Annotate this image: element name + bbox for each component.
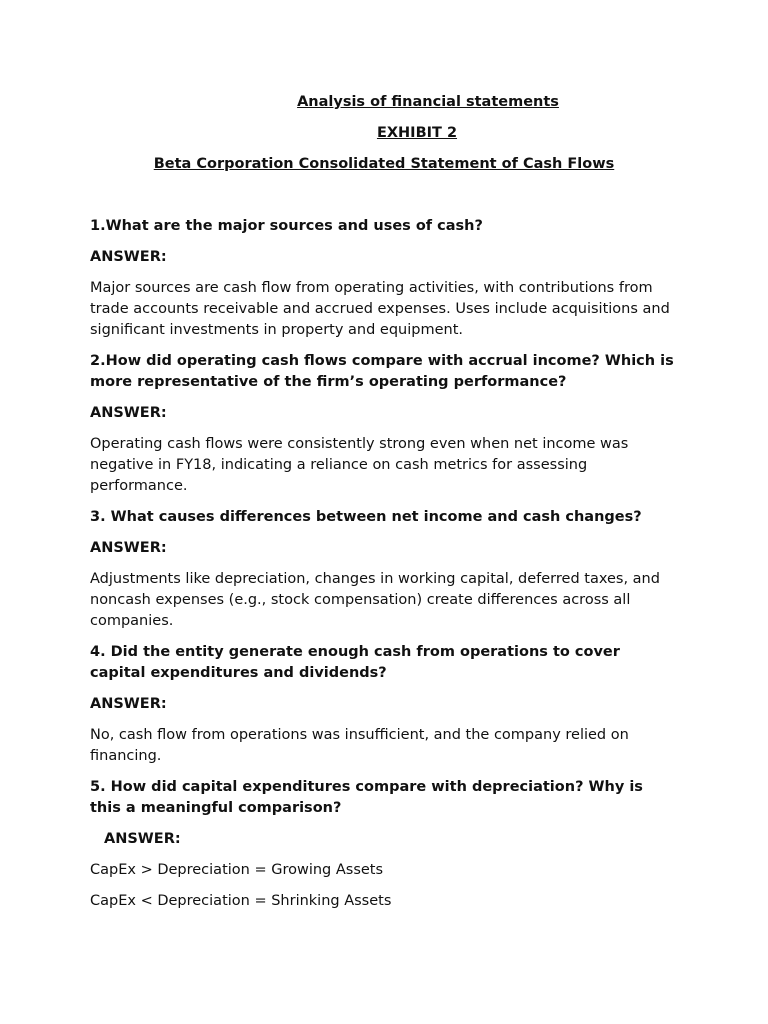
question-4: 4. Did the entity generate enough cash from operations to cover capital expenditures and dividends? xyxy=(90,644,620,681)
answer-label-4: ANSWER: xyxy=(90,696,167,712)
question-2: 2.How did operating cash flows compare with accrual income? Which is more representative of the firm’s operating performance? xyxy=(90,353,674,390)
answer-label-2: ANSWER: xyxy=(90,405,167,421)
qa-section xyxy=(90,216,678,912)
question-3: 3. What causes differences between net income and cash changes? xyxy=(90,509,642,525)
answer-label-3: ANSWER: xyxy=(90,540,167,556)
answer-label-1: ANSWER: xyxy=(90,249,167,265)
answer-2: Operating cash flows were consistently strong even when net income was negative in FY18, indicating a reliance on cash metrics for assessing performance. xyxy=(90,436,629,494)
question-1: 1.What are the major sources and uses of cash? xyxy=(90,218,483,234)
answer-5-line-1: CapEx > Depreciation = Growing Assets xyxy=(90,862,384,878)
document-header xyxy=(90,92,678,174)
answer-1: Major sources are cash flow from operating activities, with contributions from trade accounts receivable and accrued expenses. Uses include acquisitions and significant investments in property and equipment. xyxy=(90,280,670,338)
answer-label-5: ANSWER: xyxy=(104,831,181,847)
document-title: Analysis of financial statements xyxy=(297,94,559,110)
answer-3: Adjustments like depreciation, changes in working capital, deferred taxes, and noncash expenses (e.g., stock compensation) create differences across all companies. xyxy=(90,571,660,629)
answer-5-line-2: CapEx < Depreciation = Shrinking Assets xyxy=(90,893,392,909)
answer-4: No, cash flow from operations was insufficient, and the company relied on financing. xyxy=(90,727,629,764)
question-5: 5. How did capital expenditures compare with depreciation? Why is this a meaningful comparison? xyxy=(90,779,643,816)
exhibit-label: EXHIBIT 2 xyxy=(376,125,458,141)
statement-subtitle: Beta Corporation Consolidated Statement of Cash Flows xyxy=(153,156,615,172)
